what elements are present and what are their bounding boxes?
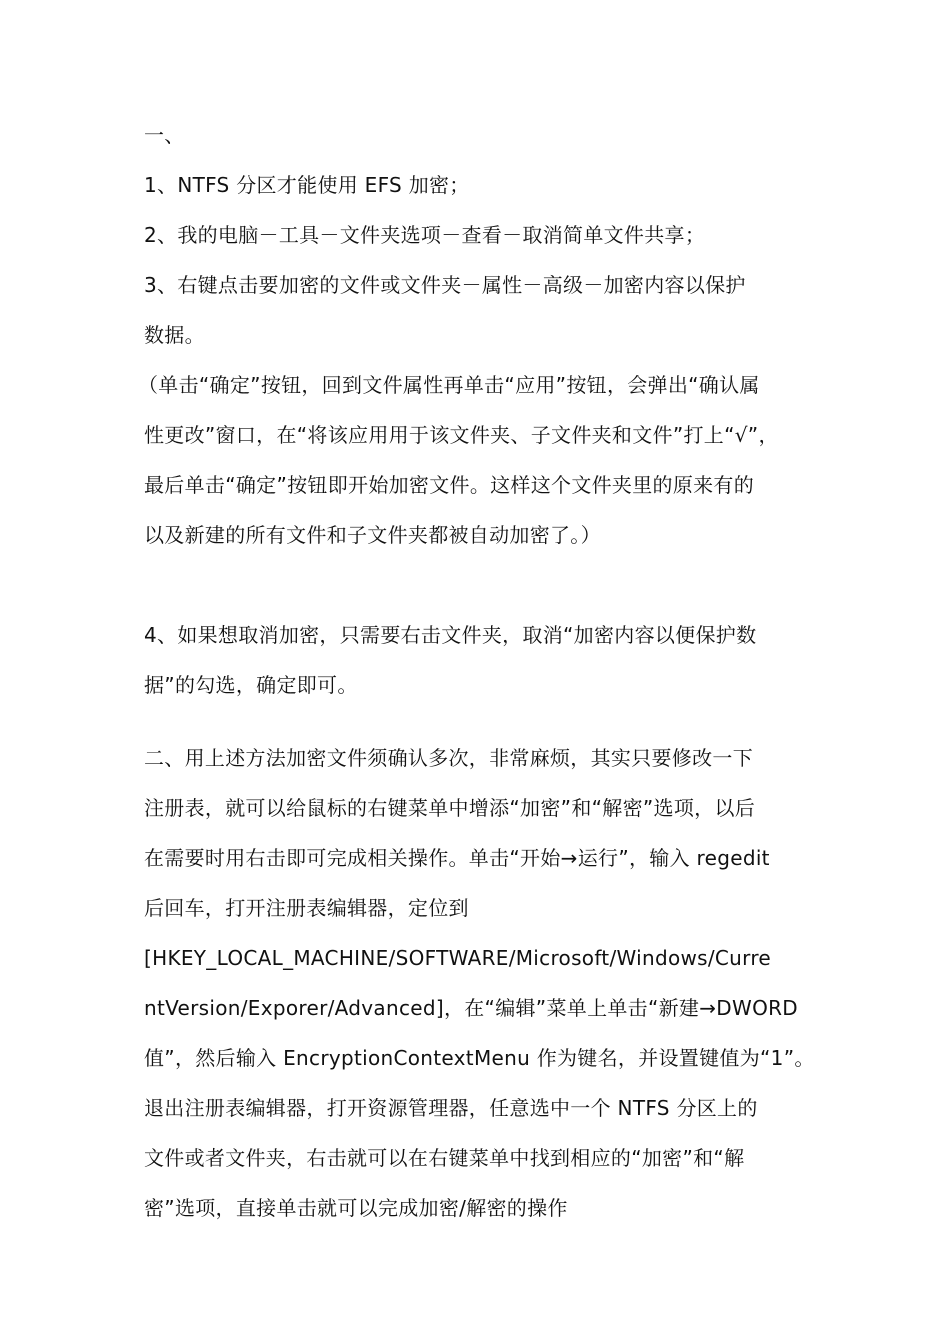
- note-line-2: 性更改”窗口，在“将该应用用于该文件夹、子文件夹和文件”打上“√”，: [144, 423, 779, 447]
- note-line-4: 以及新建的所有文件和子文件夹都被自动加密了。）: [144, 523, 601, 547]
- section2-line-3: 在需要时用右击即可完成相关操作。单击“开始→运行”，输入 regedit: [144, 846, 770, 870]
- step2-text: 2、我的电脑－工具－文件夹选项－查看－取消简单文件共享；: [144, 223, 706, 247]
- section2-line-6: ntVersion/Exporer/Advanced]，在“编辑”菜单上单击“新建→DWORD: [144, 996, 799, 1020]
- section2-line-7: 值”，然后输入 EncryptionContextMenu 作为键名，并设置键值为“1”。: [144, 1046, 815, 1070]
- section2-line-8: 退出注册表编辑器，打开资源管理器，任意选中一个 NTFS 分区上的: [144, 1096, 758, 1120]
- step3-line-2: 数据。: [144, 323, 205, 347]
- step3-line-1: 3、右键点击要加密的文件或文件夹－属性－高级－加密内容以保护: [144, 273, 746, 297]
- section2-line-5: [HKEY_LOCAL_MACHINE/SOFTWARE/Microsoft/Windows/Curre: [144, 946, 772, 970]
- section1-heading: 一、: [144, 123, 185, 147]
- step4-line-1: 4、如果想取消加密，只需要右击文件夹，取消“加密内容以便保护数: [144, 623, 757, 647]
- step4-block: [144, 610, 810, 710]
- section2-line-10: 密”选项，直接单击就可以完成加密/解密的操作: [144, 1196, 568, 1220]
- step4-line-2: 据”的勾选，确定即可。: [144, 673, 358, 697]
- step1-text: 1、NTFS 分区才能使用 EFS 加密；: [144, 173, 470, 197]
- section2-line-2: 注册表，就可以给鼠标的右键菜单中增添“加密”和“解密”选项，以后: [144, 796, 756, 820]
- section2-line-4: 后回车，打开注册表编辑器，定位到: [144, 896, 469, 920]
- note-line-3: 最后单击“确定”按钮即开始加密文件。这样这个文件夹里的原来有的: [144, 473, 755, 497]
- section2-line-1: 二、用上述方法加密文件须确认多次，非常麻烦，其实只要修改一下: [144, 746, 753, 770]
- section1-block: [138, 110, 810, 560]
- note-line-1: （单击“确定”按钮，回到文件属性再单击“应用”按钮，会弹出“确认属: [138, 373, 760, 397]
- section2-block: [144, 733, 815, 1233]
- section2-line-9: 文件或者文件夹，右击就可以在右键菜单中找到相应的“加密”和“解: [144, 1146, 745, 1170]
